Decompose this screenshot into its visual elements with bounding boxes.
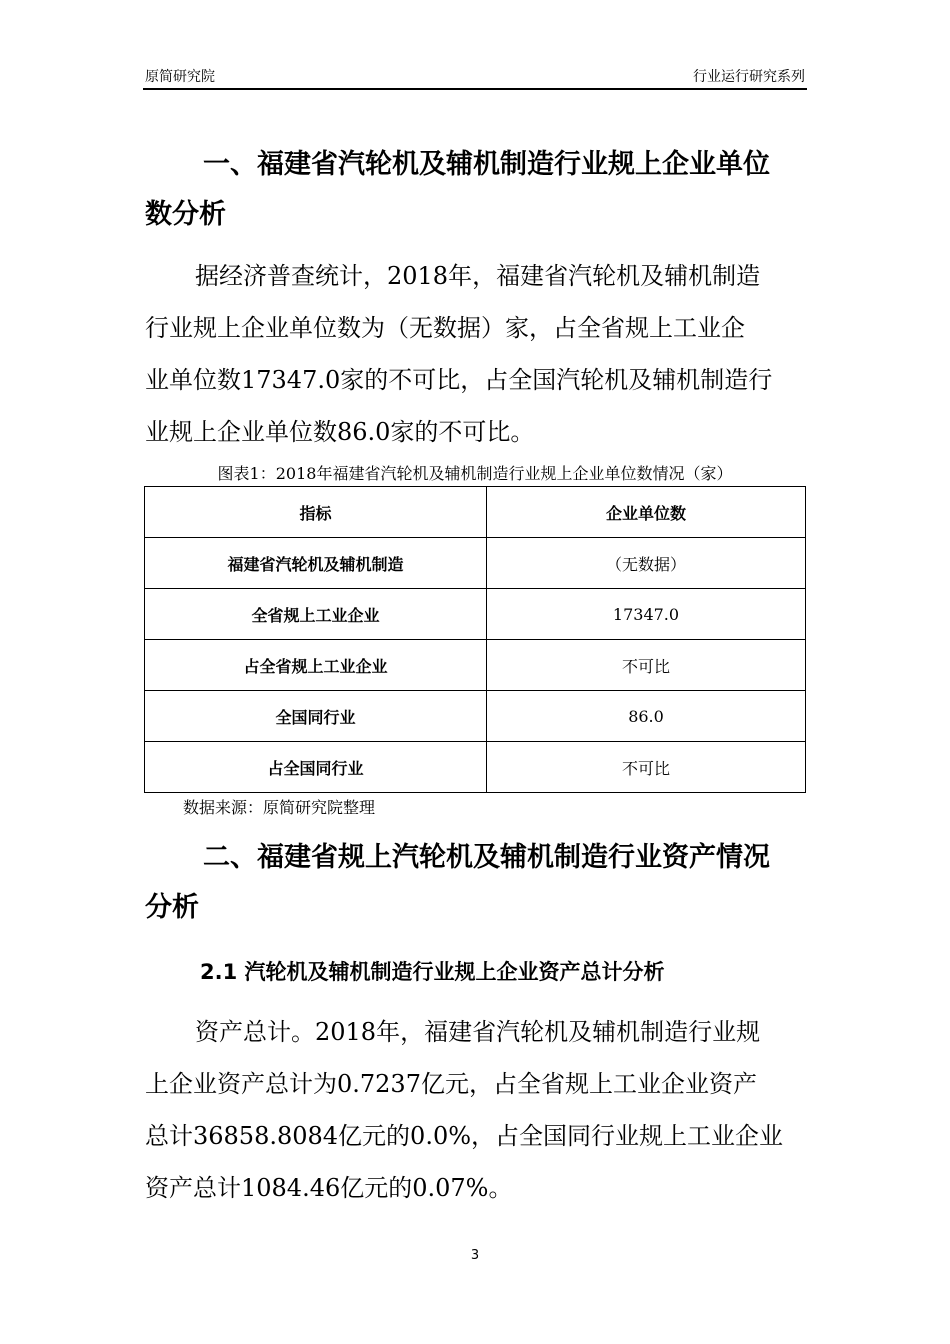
header-right: 行业运行研究系列 — [693, 69, 805, 85]
row-value: 不可比 — [487, 640, 806, 691]
table-row — [145, 640, 806, 691]
row-value: （无数据） — [487, 538, 806, 589]
row-value: 不可比 — [487, 742, 806, 793]
paragraph-line: 业规上企业单位数86.0家的不可比。 — [145, 418, 535, 446]
table-row — [145, 691, 806, 742]
paragraph-2 — [145, 1006, 807, 1214]
heading-line: 一、福建省汽轮机及辅机制造行业规上企业单位 — [203, 149, 770, 180]
column-header: 指标 — [145, 487, 487, 538]
paragraph-line: 上企业资产总计为0.7237亿元，占全省规上工业企业资产 — [145, 1070, 757, 1098]
enterprise-count-table — [144, 486, 806, 793]
table-header-row — [145, 487, 806, 538]
row-label: 全国同行业 — [145, 691, 487, 742]
heading-line: 分析 — [145, 892, 199, 923]
paragraph-line: 资产总计1084.46亿元的0.07%。 — [145, 1174, 513, 1202]
table-row — [145, 589, 806, 640]
paragraph-line: 总计36858.8084亿元的0.0%，占全国同行业规上工业企业 — [145, 1122, 784, 1150]
page-number: 3 — [470, 1248, 480, 1263]
table-row — [145, 742, 806, 793]
row-value: 17347.0 — [487, 589, 806, 640]
section1-heading — [145, 140, 807, 240]
table-row — [145, 538, 806, 589]
heading-line: 二、福建省规上汽轮机及辅机制造行业资产情况 — [203, 842, 770, 873]
row-label: 占全国同行业 — [145, 742, 487, 793]
row-value: 86.0 — [487, 691, 806, 742]
section2-heading — [145, 833, 807, 933]
row-label: 占全省规上工业企业 — [145, 640, 487, 691]
header-left: 原简研究院 — [145, 69, 215, 85]
row-label: 福建省汽轮机及辅机制造 — [145, 538, 487, 589]
paragraph-line: 行业规上企业单位数为（无数据）家，占全省规上工业企 — [145, 314, 745, 342]
paragraph-1 — [145, 250, 807, 458]
table-source: 数据来源：原简研究院整理 — [183, 798, 376, 817]
paragraph-line: 资产总计。2018年，福建省汽轮机及辅机制造行业规 — [195, 1018, 761, 1046]
column-header: 企业单位数 — [487, 487, 806, 538]
header-divider — [143, 88, 807, 90]
paragraph-line: 据经济普查统计，2018年，福建省汽轮机及辅机制造 — [195, 262, 761, 290]
row-label: 全省规上工业企业 — [145, 589, 487, 640]
table-caption: 图表1：2018年福建省汽轮机及辅机制造行业规上企业单位数情况（家） — [217, 464, 733, 483]
paragraph-line: 业单位数17347.0家的不可比，占全国汽轮机及辅机制造行 — [145, 366, 773, 394]
heading-line: 数分析 — [145, 199, 226, 230]
subsection-heading: 2.1 汽轮机及辅机制造行业规上企业资产总计分析 — [200, 960, 665, 984]
